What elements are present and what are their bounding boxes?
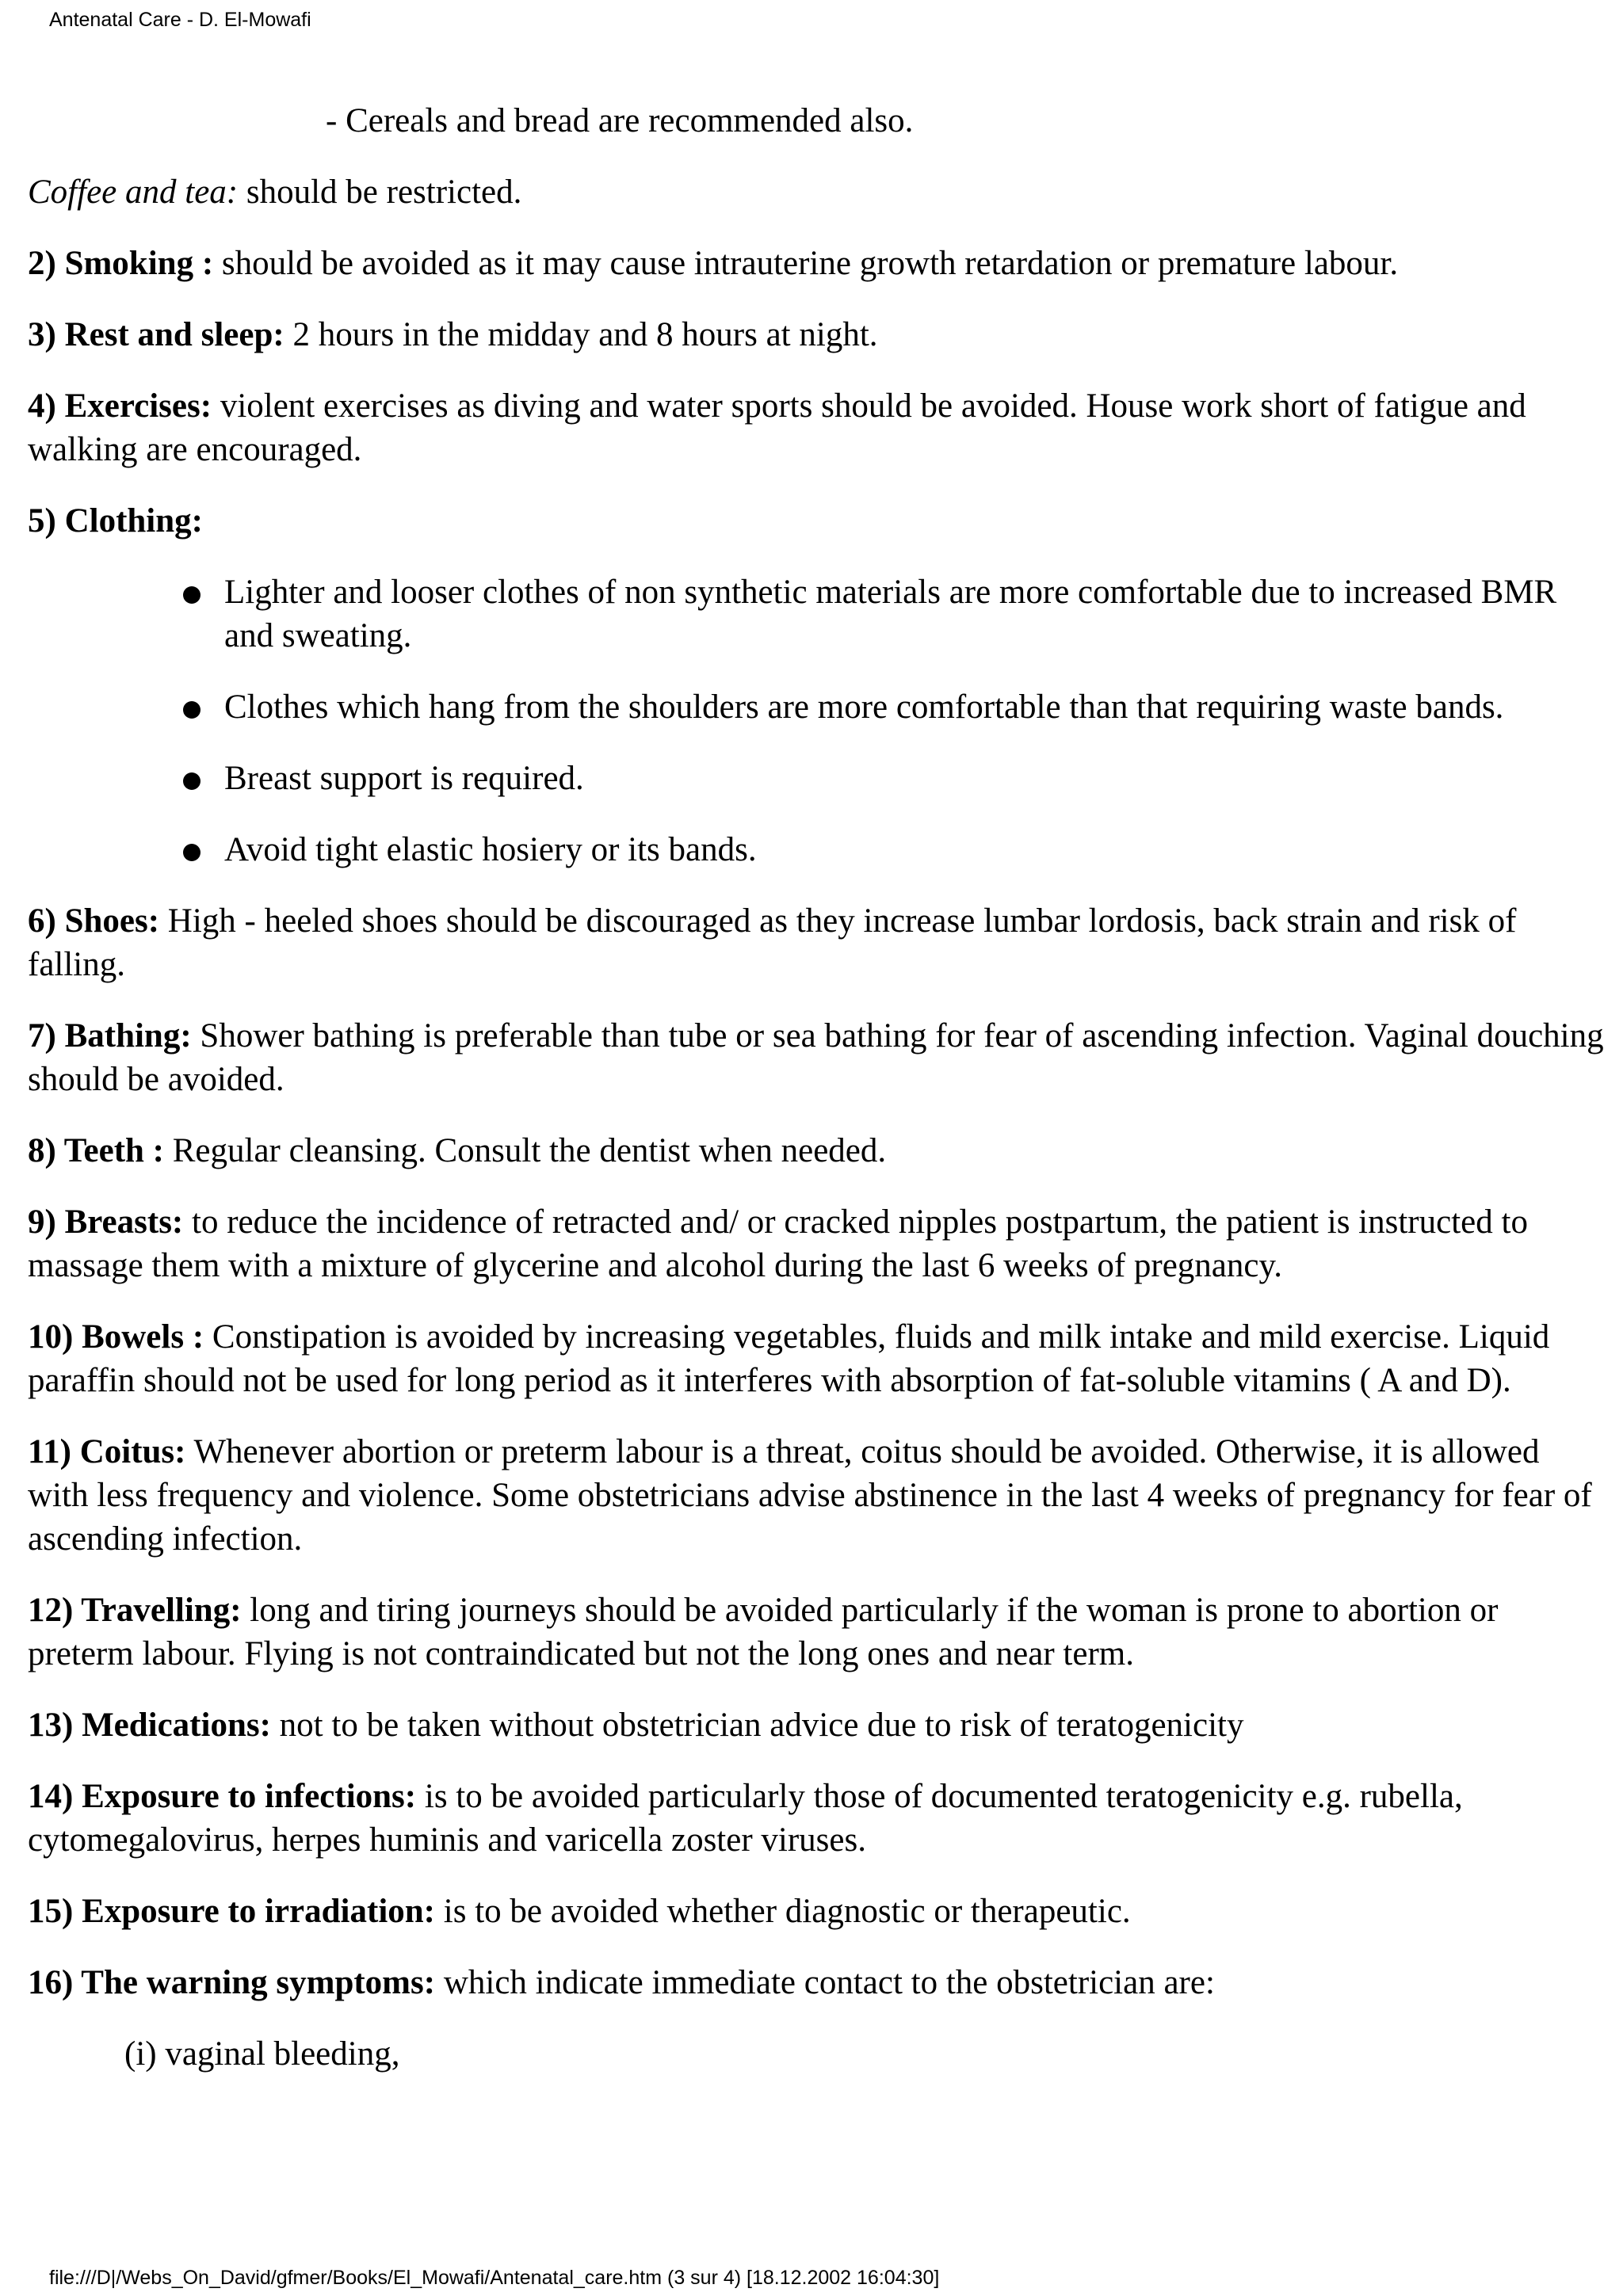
irradiation-text: is to be avoided whether diagnostic or therapeutic. bbox=[435, 1893, 1131, 1930]
coffee-tea-paragraph bbox=[28, 170, 1605, 214]
coffee-tea-text: should be restricted. bbox=[238, 174, 522, 211]
breasts-paragraph bbox=[28, 1200, 1605, 1287]
shoes-text: High - heeled shoes should be discouraged as they increase lumbar lordosis, back strain and risk of falling. bbox=[28, 902, 1517, 983]
smoking-label: 2) Smoking : bbox=[28, 245, 214, 282]
bullet-icon bbox=[183, 772, 200, 790]
teeth-label: 8) Teeth : bbox=[28, 1132, 164, 1169]
warning-symptoms-paragraph bbox=[28, 1961, 1605, 2004]
irradiation-paragraph bbox=[28, 1890, 1605, 1933]
list-item-text: Breast support is required. bbox=[224, 760, 584, 797]
bathing-label: 7) Bathing: bbox=[28, 1017, 192, 1055]
irradiation-label: 15) Exposure to irradiation: bbox=[28, 1893, 436, 1930]
bullet-icon bbox=[183, 701, 200, 719]
list-item bbox=[224, 570, 1605, 658]
page-footer-path: file:///D|/Webs_On_David/gfmer/Books/El_Mowafi/Antenatal_care.htm (3 sur 4) [18.12.2002 16:04:30] bbox=[49, 2267, 940, 2289]
document-body bbox=[28, 65, 1605, 2103]
medications-text: not to be taken without obstetrician advice due to risk of teratogenicity bbox=[270, 1707, 1244, 1744]
medications-label: 13) Medications: bbox=[28, 1707, 271, 1744]
clothing-heading bbox=[28, 499, 1605, 543]
shoes-paragraph bbox=[28, 899, 1605, 986]
smoking-paragraph bbox=[28, 242, 1605, 285]
coffee-tea-label: Coffee and tea: bbox=[28, 174, 239, 211]
cereals-line: - Cereals and bread are recommended also. bbox=[326, 102, 914, 139]
coitus-text: Whenever abortion or preterm labour is a threat, coitus should be avoided. Otherwise, it is allowed with less frequency and violence. Some obstetricians advise abstinence in the last 4 weeks of pregnancy for fear of ascending infection. bbox=[28, 1433, 1592, 1558]
page-header: Antenatal Care - D. El-Mowafi bbox=[49, 9, 311, 31]
shoes-label: 6) Shoes: bbox=[28, 902, 160, 940]
rest-sleep-paragraph bbox=[28, 313, 1605, 357]
exercises-text: violent exercises as diving and water sports should be avoided. House work short of fatigue and walking are encouraged. bbox=[28, 387, 1526, 468]
breasts-label: 9) Breasts: bbox=[28, 1203, 184, 1241]
warning-item: (i) vaginal bleeding, bbox=[124, 2035, 400, 2073]
bullet-icon bbox=[183, 844, 200, 861]
exercises-paragraph bbox=[28, 384, 1605, 471]
list-item bbox=[224, 685, 1605, 729]
list-item-text: Avoid tight elastic hosiery or its bands. bbox=[224, 831, 757, 868]
warning-symptoms-text: which indicate immediate contact to the obstetrician are: bbox=[435, 1964, 1215, 2001]
clothing-label: 5) Clothing: bbox=[28, 502, 203, 540]
infections-label: 14) Exposure to infections: bbox=[28, 1778, 417, 1815]
bathing-text: Shower bathing is preferable than tube or sea bathing for fear of ascending infection. Vaginal douching should be avoided. bbox=[28, 1017, 1604, 1098]
list-item bbox=[224, 757, 1605, 800]
coitus-label: 11) Coitus: bbox=[28, 1433, 186, 1470]
list-item bbox=[224, 828, 1605, 871]
teeth-paragraph bbox=[28, 1129, 1605, 1173]
coitus-paragraph bbox=[28, 1430, 1605, 1561]
infections-text: is to be avoided particularly those of documented teratogenicity e.g. rubella, cytomegalovirus, herpes huminis and varicella zoster viruses. bbox=[28, 1778, 1463, 1859]
travelling-label: 12) Travelling: bbox=[28, 1592, 242, 1629]
clothing-list bbox=[28, 570, 1605, 871]
travelling-text: long and tiring journeys should be avoided particularly if the woman is prone to abortion or preterm labour. Flying is not contraindicated but not the long ones and near term. bbox=[28, 1592, 1499, 1672]
rest-sleep-label: 3) Rest and sleep: bbox=[28, 316, 285, 353]
breasts-text: to reduce the incidence of retracted and/ or cracked nipples postpartum, the patient is instructed to massage them with a mixture of glycerine and alcohol during the last 6 weeks of pregnancy. bbox=[28, 1203, 1528, 1284]
list-item-text: Clothes which hang from the shoulders are more comfortable than that requiring waste bands. bbox=[224, 688, 1504, 726]
travelling-paragraph bbox=[28, 1589, 1605, 1676]
bathing-paragraph bbox=[28, 1014, 1605, 1101]
teeth-text: Regular cleansing. Consult the dentist when needed. bbox=[164, 1132, 887, 1169]
bullet-icon bbox=[183, 586, 200, 604]
infections-paragraph bbox=[28, 1775, 1605, 1862]
exercises-label: 4) Exercises: bbox=[28, 387, 212, 425]
smoking-text: should be avoided as it may cause intrauterine growth retardation or premature labour. bbox=[213, 245, 1399, 282]
bowels-text: Constipation is avoided by increasing vegetables, fluids and milk intake and mild exercise. Liquid paraffin should not be used for long period as it interferes with absorption of fat-soluble vitamins ( A and D). bbox=[28, 1318, 1550, 1399]
bowels-paragraph bbox=[28, 1315, 1605, 1402]
rest-sleep-text: 2 hours in the midday and 8 hours at night. bbox=[284, 316, 878, 353]
warning-symptoms-label: 16) The warning symptoms: bbox=[28, 1964, 436, 2001]
medications-paragraph bbox=[28, 1703, 1605, 1747]
bowels-label: 10) Bowels : bbox=[28, 1318, 204, 1356]
list-item-text: Lighter and looser clothes of non synthetic materials are more comfortable due to increased BMR and sweating. bbox=[224, 574, 1557, 654]
